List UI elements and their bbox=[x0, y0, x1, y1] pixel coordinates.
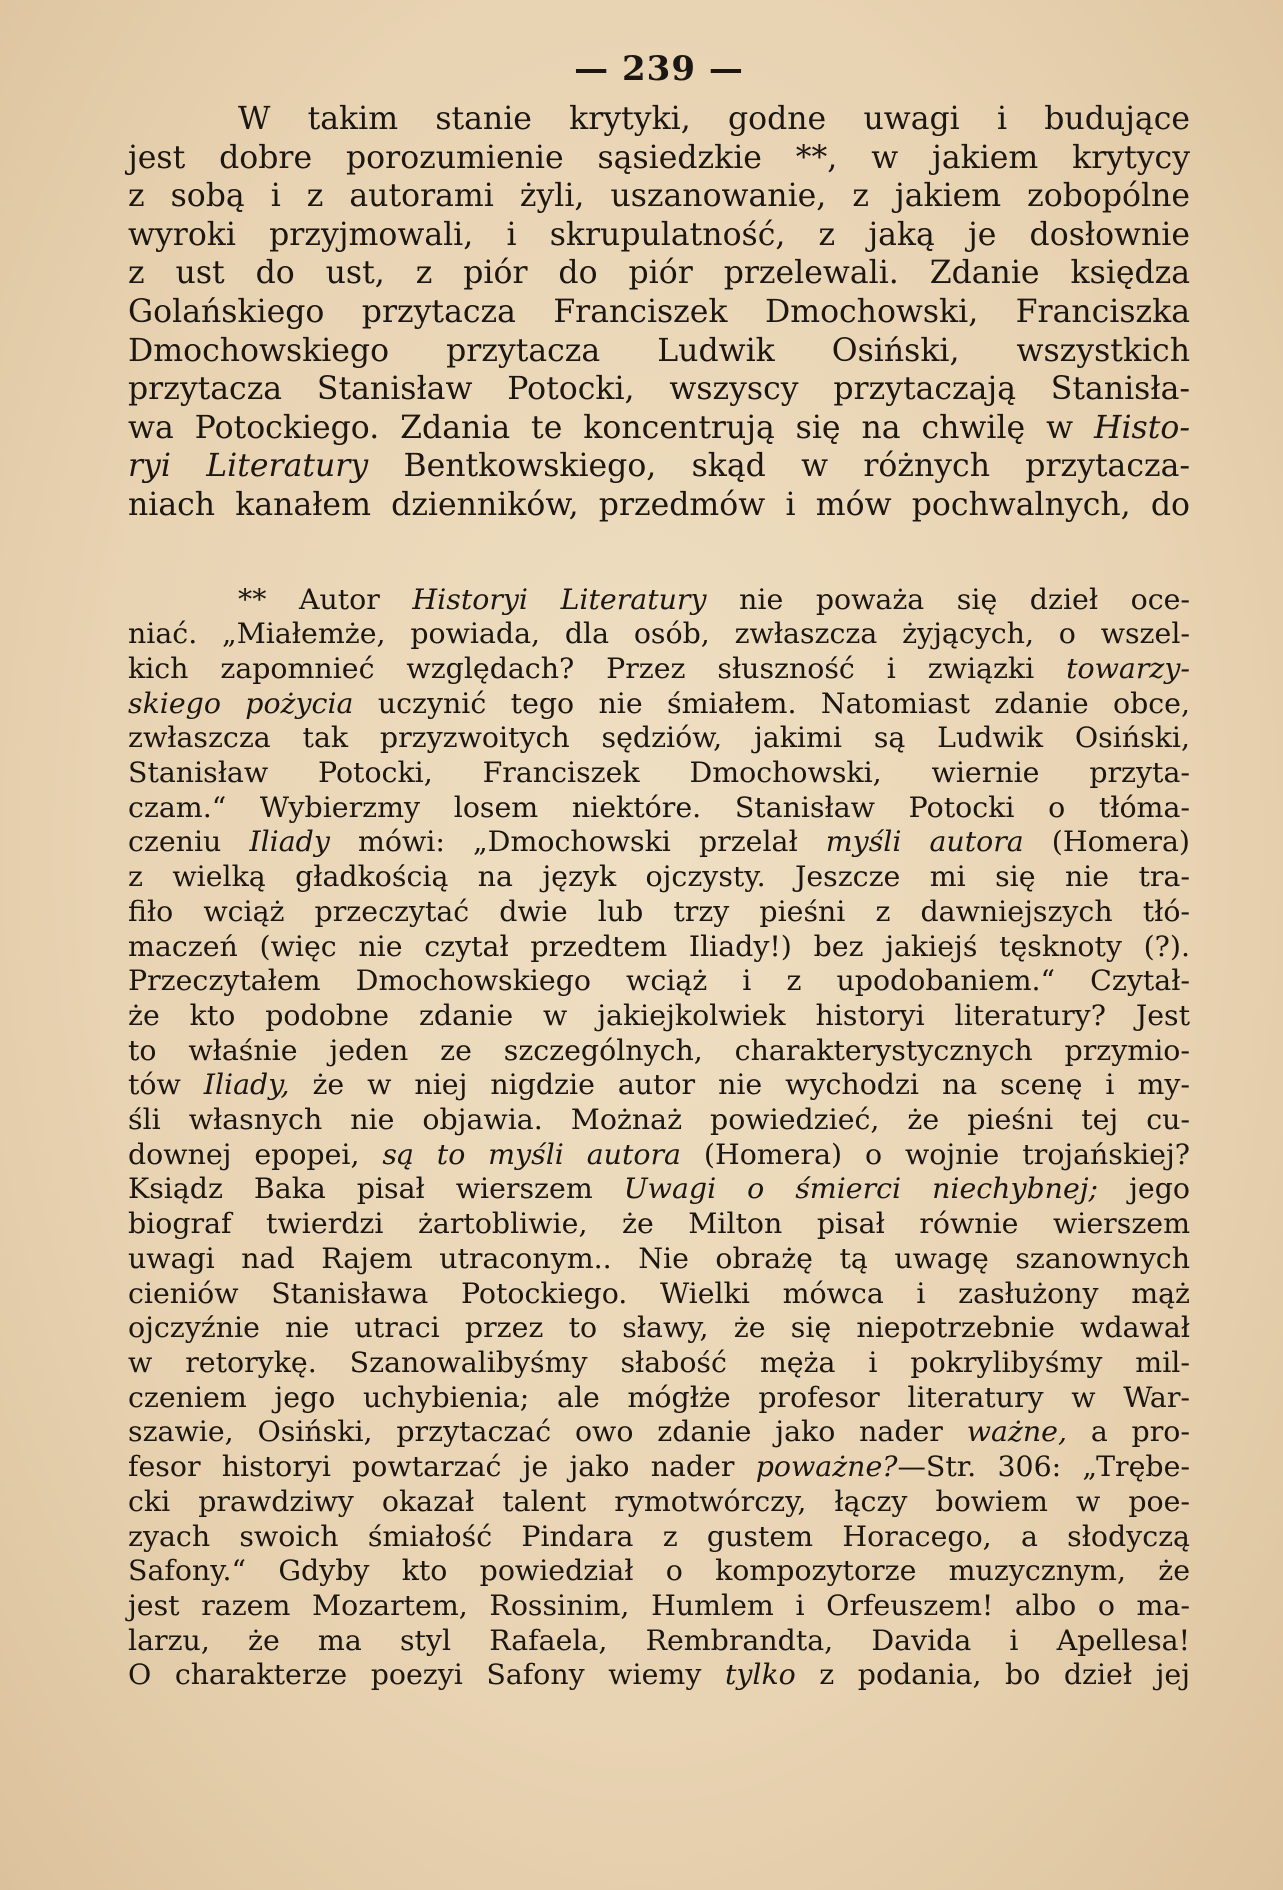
text-line: wyroki przyjmowali, i skrupulatność, z jaką je dosłownie bbox=[128, 216, 1190, 253]
text-line bbox=[128, 409, 1190, 448]
text-segment: czeniu bbox=[128, 825, 250, 859]
footnote-line: fiło wciąż przeczytać dwie lub trzy pieśni z dawniejszych tłó- bbox=[128, 894, 1190, 928]
text-line: z ust do ust, z piór do piór przelewali. Zdanie księdza bbox=[128, 255, 1190, 292]
text-segment: —Str. 306: „Trębe- bbox=[897, 1450, 1191, 1484]
footnote-line bbox=[128, 1138, 1190, 1173]
text-line: jest dobre porozumienie sąsiedzkie **, w jakiem krytycy bbox=[128, 139, 1190, 176]
text-segment: kich zapomnieć względach? Przez słuszność i związki bbox=[128, 651, 1067, 685]
text-segment: tów bbox=[128, 1068, 204, 1102]
text-segment: szawie, Osiński, przytaczać owo zdanie jako nader bbox=[128, 1415, 967, 1449]
footnote-line: zyach swoich śmiałość Pindara z gustem Horacego, a słodyczą bbox=[128, 1519, 1190, 1553]
footnote-line: biograf twierdzi żartobliwie, że Milton pisał równie wierszem bbox=[128, 1207, 1190, 1241]
italic-segment: tylko bbox=[724, 1658, 796, 1692]
footnote-line bbox=[128, 825, 1190, 860]
footnote bbox=[128, 583, 1190, 1694]
text-segment: Bentkowskiego, skąd w różnych przytacza- bbox=[368, 448, 1190, 485]
italic-segment: są to myśli autora bbox=[382, 1137, 681, 1171]
text-line: z sobą i z autorami żyli, uszanowanie, z jakiem zobopólne bbox=[128, 178, 1190, 215]
italic-segment: ważne, bbox=[966, 1415, 1067, 1449]
text-segment: wa Potockiego. Zdania te koncentrują się na chwilę w bbox=[128, 409, 1095, 446]
text-segment: jego bbox=[1098, 1172, 1190, 1206]
footnote-line bbox=[128, 1068, 1190, 1103]
text-line: niach kanałem dzienników, przedmów i mów pochwalnych, do bbox=[128, 486, 1190, 523]
footnote-line: czeniem jego uchybienia; ale mógłże profesor literatury w War- bbox=[128, 1380, 1190, 1414]
text-segment: (Homera) bbox=[1023, 825, 1190, 859]
text-line: W takim stanie krytyki, godne uwagi i budujące bbox=[238, 101, 1190, 137]
footnote-line bbox=[128, 1658, 1190, 1693]
footnote-line: Stanisław Potocki, Franciszek Dmochowski, wiernie przyta- bbox=[128, 756, 1190, 790]
footnote-line: zwłaszcza tak przyzwoitych sędziów, jakimi są Ludwik Osiński, bbox=[128, 721, 1190, 755]
italic-title-segment: Histo- bbox=[1094, 409, 1190, 446]
italic-title-segment: ryi Literatury bbox=[128, 448, 369, 485]
text-segment: z podania, bo dzieł jej bbox=[795, 1658, 1191, 1692]
footnote-line: że kto podobne zdanie w jakiejkolwiek historyi literatury? Jest bbox=[128, 998, 1190, 1032]
italic-segment: Historyi Literatury bbox=[412, 582, 707, 616]
footnote-line: czam.“ Wybierzmy losem niektóre. Stanisław Potocki o tłóma- bbox=[128, 790, 1190, 824]
text-segment: mówi: „Dmochowski przelał bbox=[329, 825, 826, 859]
footnote-line bbox=[128, 652, 1190, 687]
footnote-line: jest razem Mozartem, Rossinim, Humlem i Orfeuszem! albo o ma- bbox=[128, 1588, 1190, 1622]
text-segment: uczynić tego nie śmiałem. Natomiast zdanie obce, bbox=[353, 686, 1190, 720]
footnote-line: maczeń (więc nie czytał przedtem Iliady!) bez jakiejś tęsknoty (?). bbox=[128, 929, 1190, 963]
footnote-line: w retorykę. Szanowalibyśmy słabość męża i pokrylibyśmy mil- bbox=[128, 1346, 1190, 1379]
footnote-line bbox=[128, 687, 1190, 722]
book-page bbox=[128, 48, 1190, 1693]
text-segment: nie poważa się dzieł oce- bbox=[706, 582, 1190, 616]
footnote-line: Przeczytałem Dmochowskiego wciąż i z upodobaniem.“ Czytał- bbox=[128, 964, 1190, 998]
text-segment: fesor historyi powtarzać je jako nader bbox=[128, 1450, 756, 1484]
footnote-line bbox=[128, 1172, 1190, 1207]
text-line: Dmochowskiego przytacza Ludwik Osiński, wszystkich bbox=[128, 332, 1190, 369]
footnote-line bbox=[128, 1450, 1190, 1485]
footnote-line: z wielką gładkością na język ojczysty. Jeszcze mi się nie tra- bbox=[128, 860, 1190, 894]
text-line bbox=[128, 447, 1190, 486]
italic-segment: towarzy- bbox=[1066, 651, 1190, 685]
main-paragraph bbox=[128, 100, 1190, 525]
text-segment: ** Autor bbox=[238, 582, 413, 616]
footnote-line: uwagi nad Rajem utraconym.. Nie obrażę tą uwagę szanownych bbox=[128, 1241, 1190, 1275]
footnote-line: cki prawdziwy okazał talent rymotwórczy, łączy bowiem w poe- bbox=[128, 1484, 1190, 1518]
page-number: — 239 — bbox=[574, 49, 744, 89]
footnote-line: ojczyźnie nie utraci przez to sławy, że się niepotrzebnie wdawał bbox=[128, 1311, 1190, 1345]
footnote-line: cieniów Stanisława Potockiego. Wielki mówca i zasłużony mąż bbox=[128, 1276, 1190, 1310]
footnote-line bbox=[128, 583, 1190, 618]
footnote-line: śli własnych nie objawia. Możnaż powiedzieć, że pieśni tej cu- bbox=[128, 1103, 1190, 1137]
text-segment: O charakterze poezyi Safony wiemy bbox=[128, 1658, 725, 1692]
text-segment: a pro- bbox=[1067, 1415, 1190, 1449]
text-segment: downej epopei, bbox=[128, 1137, 383, 1171]
italic-segment: myśli autora bbox=[825, 825, 1024, 859]
text-segment: że w niej nigdzie autor nie wychodzi na scenę i my- bbox=[289, 1068, 1190, 1102]
text-line: Golańskiego przytacza Franciszek Dmochowski, Franciszka bbox=[128, 293, 1190, 330]
footnote-line: larzu, że ma styl Rafaela, Rembrandta, Davida i Apellesa! bbox=[128, 1623, 1190, 1657]
footnote-line: niać. „Miałemże, powiada, dla osób, zwłaszcza żyjących, o wszel- bbox=[128, 617, 1190, 651]
text-line: przytacza Stanisław Potocki, wszyscy przytaczają Stanisła- bbox=[128, 371, 1190, 408]
italic-segment: poważne? bbox=[755, 1450, 898, 1484]
text-segment: Ksiądz Baka pisał wierszem bbox=[128, 1172, 624, 1206]
text-segment: (Homera) o wojnie trojańskiej? bbox=[680, 1137, 1190, 1171]
footnote-line: to właśnie jeden ze szczególnych, charakterystycznych przymio- bbox=[128, 1033, 1190, 1067]
italic-segment: skiego pożycia bbox=[128, 686, 354, 720]
italic-segment: Iliady, bbox=[203, 1068, 290, 1102]
italic-segment: Uwagi o śmierci niechybnej; bbox=[623, 1172, 1099, 1206]
italic-segment: Iliady bbox=[249, 825, 330, 859]
footnote-line bbox=[128, 1415, 1190, 1450]
footnote-line: Safony.“ Gdyby kto powiedział o kompozytorze muzycznym, że bbox=[128, 1554, 1190, 1588]
